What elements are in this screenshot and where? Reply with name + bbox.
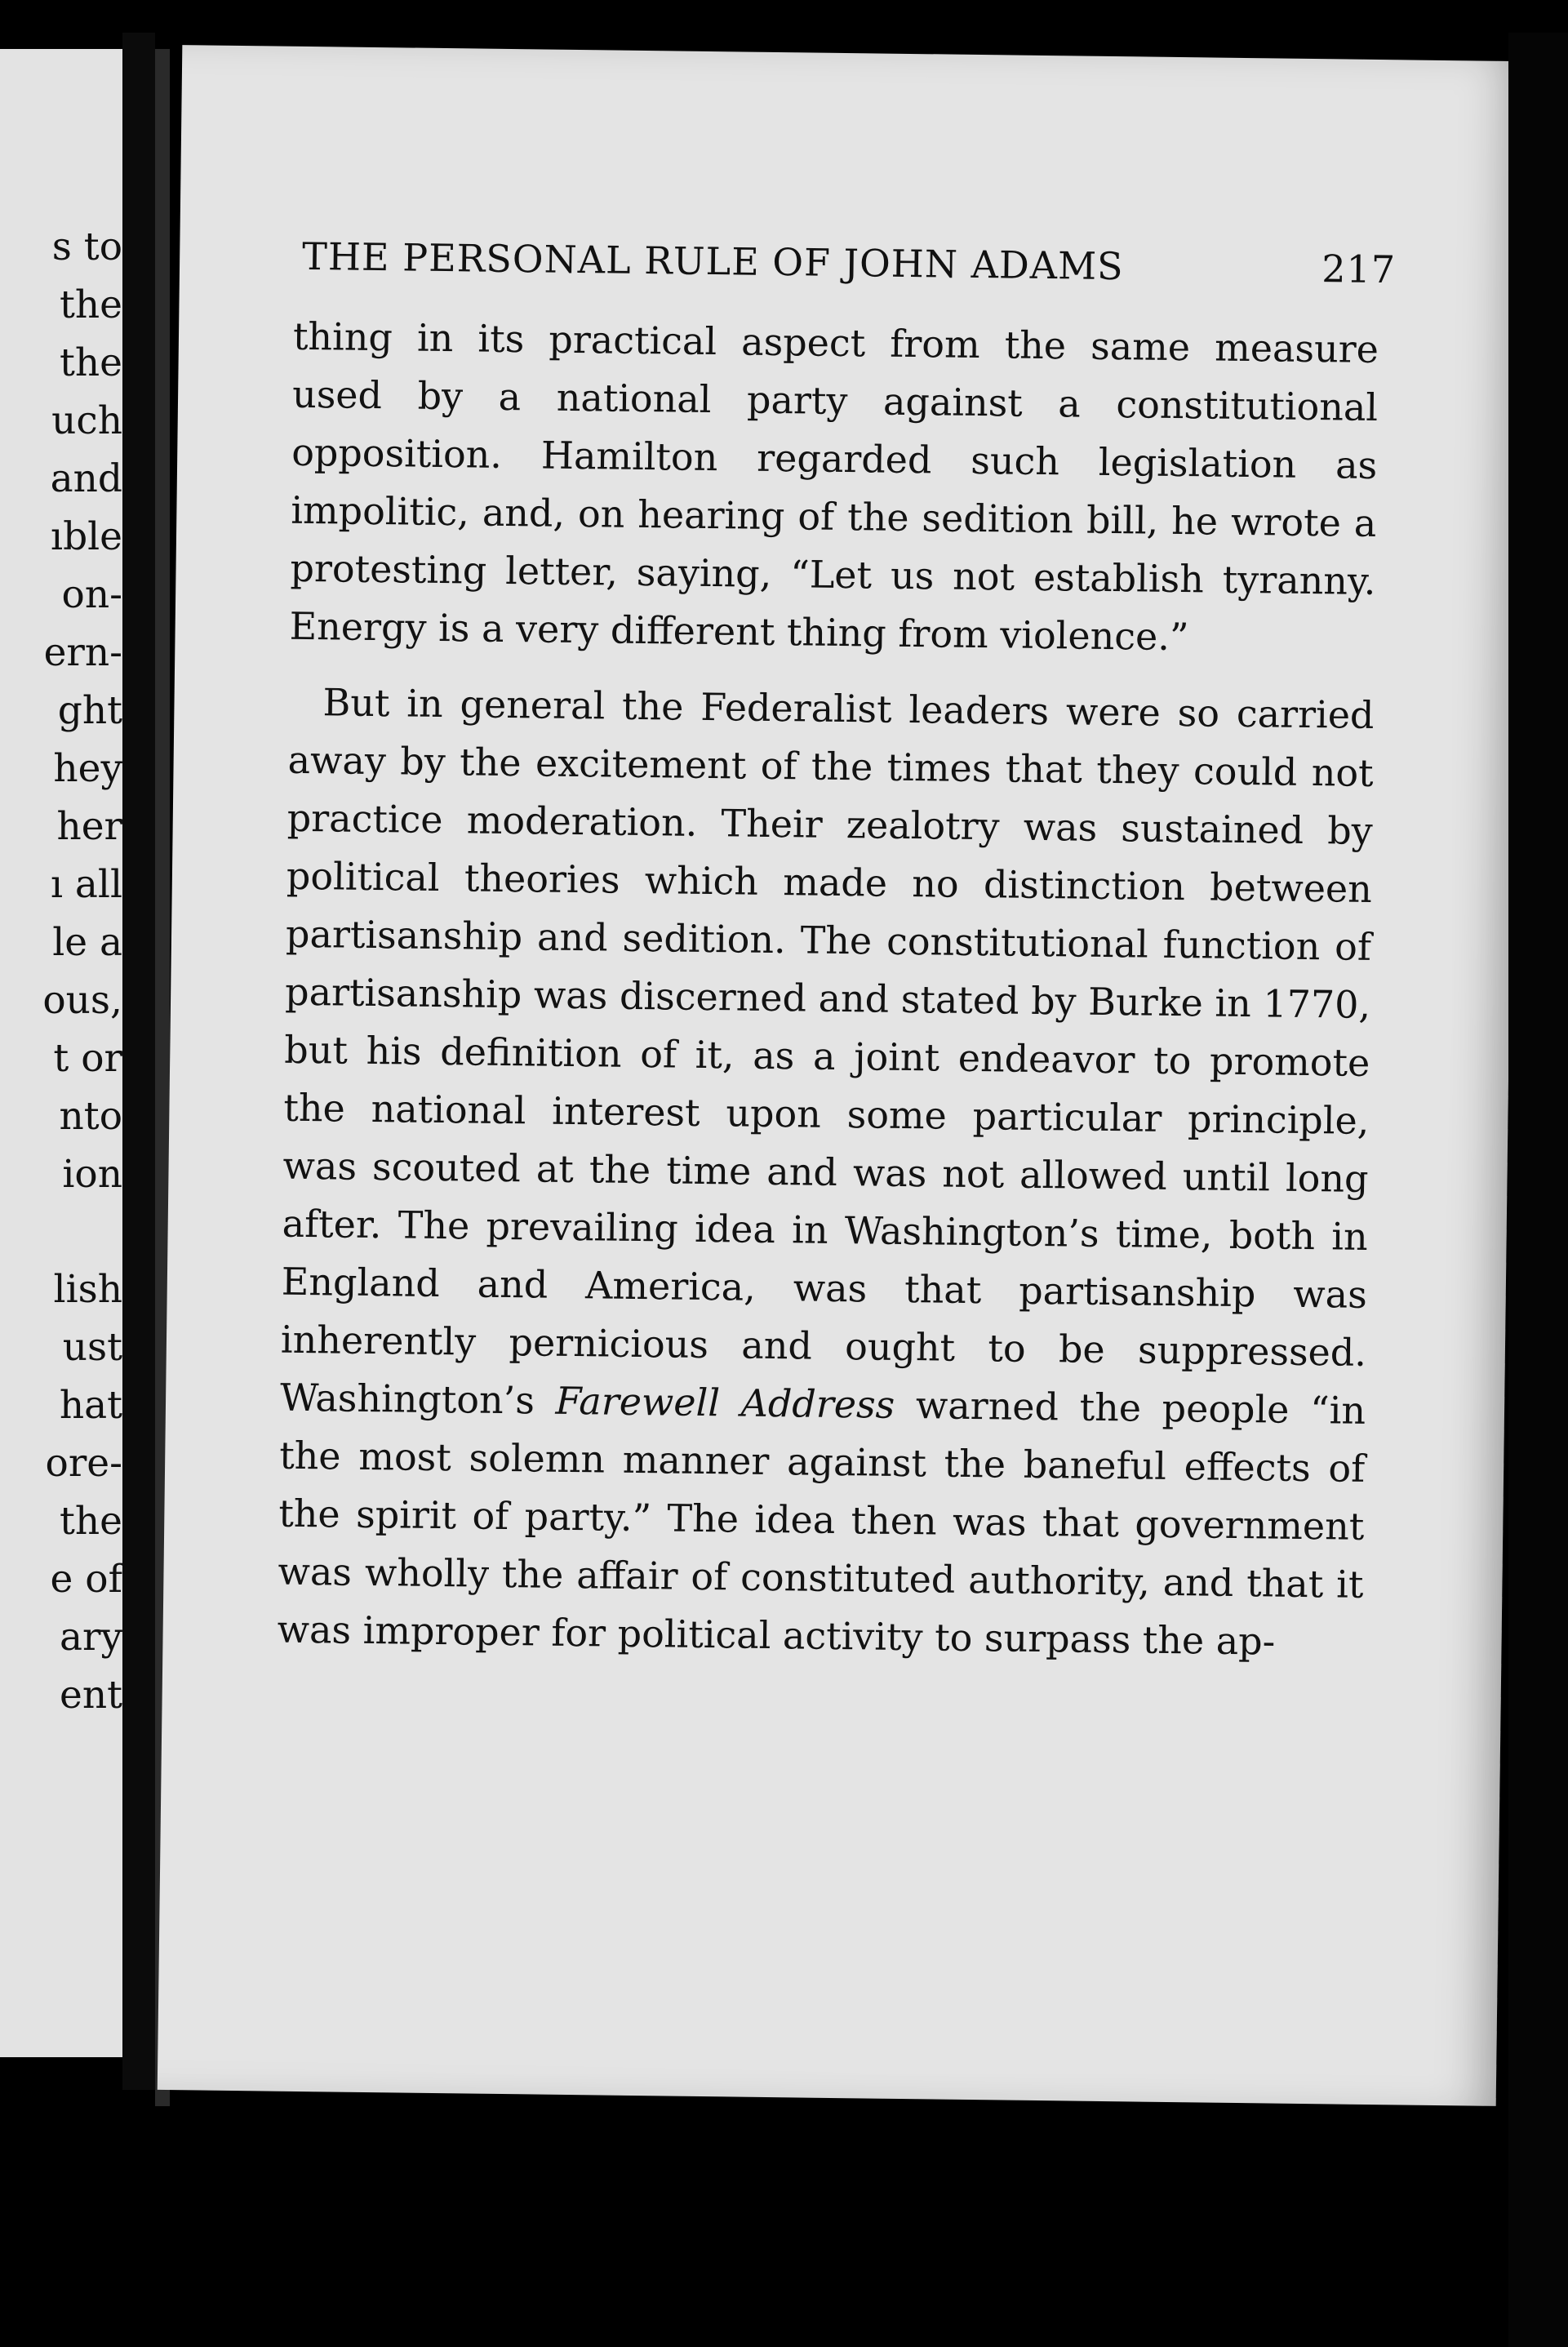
previous-page-fragment: ı all	[50, 862, 122, 907]
previous-page-fragment: ght	[57, 688, 122, 733]
previous-page-fragment: nto	[59, 1094, 122, 1139]
previous-page-fragment: the	[60, 282, 122, 327]
previous-page-fragment: lish	[53, 1267, 122, 1312]
previous-page-fragment: her	[56, 804, 122, 849]
previous-page-fragment: le a	[52, 920, 122, 965]
running-title: THE PERSONAL RULE OF JOHN ADAMS	[301, 233, 1124, 289]
previous-page-fragment: ore-	[45, 1441, 122, 1486]
body-text	[277, 308, 1379, 1672]
paragraph-text-cont: warned the people “in the most solemn manner against the baneful effects of the spirit of party.” The idea then was that government was wholly the affair of constituted authority, and that it was improper for political activity to surpass the ap-	[277, 1383, 1366, 1664]
previous-page-fragment: and	[50, 456, 122, 501]
previous-page-fragment: s to	[51, 224, 122, 269]
running-head	[302, 234, 1397, 291]
previous-page-fragment: ust	[62, 1325, 122, 1370]
previous-page-fragment: ıble	[51, 514, 122, 559]
previous-page-fragment: the	[60, 340, 122, 385]
previous-page-fragment: on-	[61, 572, 122, 617]
page-number: 217	[1321, 247, 1397, 292]
previous-page-fragment: hey	[53, 746, 122, 791]
previous-page-fragment: hat	[59, 1383, 122, 1428]
previous-page-fragment: the	[60, 1499, 122, 1544]
paragraph-continued: thing in its practical aspect from the same measure used by a national party against a constitutional opposition. Hamilton regarded such legislation as impolitic, and, on hearing of the sedition bill, he wrote a protesting letter, saying, “Let us not establish tyranny. Energy is a very different thing from violence.”	[289, 313, 1379, 660]
book-gutter	[122, 33, 155, 2090]
previous-page-fragment: ous,	[42, 978, 122, 1023]
previous-page-fragment: ion	[62, 1152, 122, 1197]
italic-title: Farewell Address	[555, 1378, 895, 1427]
book-page	[158, 45, 1521, 2106]
paragraph	[277, 673, 1375, 1672]
previous-page-fragment: t or	[53, 1036, 122, 1081]
previous-page-fragment: uch	[51, 398, 122, 443]
paragraph-text: But in general the Federalist leaders were so carried away by the excitement of the times that they could not practice moderation. Their zealotry was sustained by political theories which made no distinction between partisanship and sedition. The constitutional function of partisanship was discerned and stated by Burke in 1770, but his definition of it, as a joint endeavor to promote the national interest upon some particular principle, was scouted at the time and was not allowed until long after. The prevailing idea in Washington’s time, both in England and America, was that partisanship was inherently pernicious and ought to be suppressed. Washington’s	[279, 680, 1375, 1423]
previous-page-fragment: ern-	[43, 630, 122, 675]
previous-page-fragment: e of	[50, 1557, 122, 1602]
previous-page-fragment: ent	[60, 1673, 122, 1718]
page-right-edge	[1508, 33, 1568, 2347]
previous-page-fragment: ary	[59, 1615, 122, 1660]
previous-page-edge	[0, 49, 122, 2057]
